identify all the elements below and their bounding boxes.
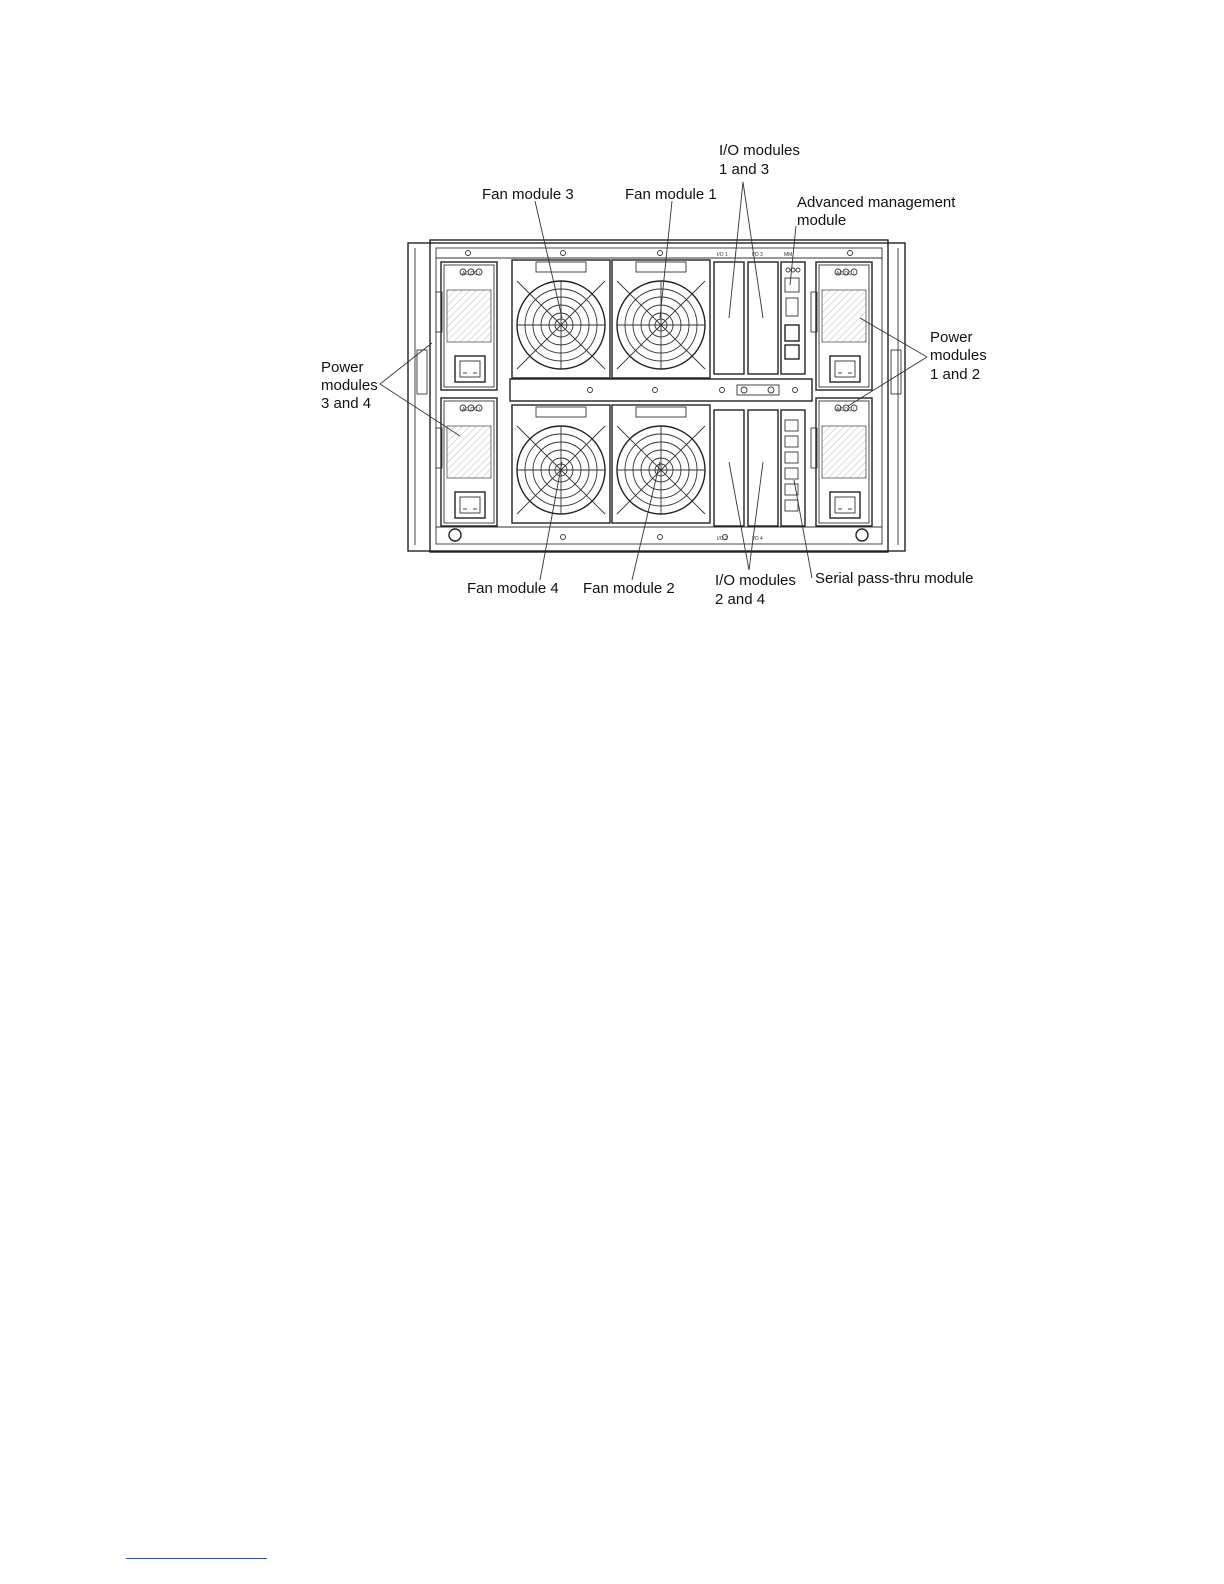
label-io-modules-2-4-line2: 2 and 4 — [715, 591, 766, 608]
io-module-bays — [714, 262, 778, 526]
bay-label-io3: I/O 3 — [752, 252, 763, 258]
leader-lines — [380, 182, 927, 580]
serial-pass-thru-module — [781, 410, 805, 526]
bay-label-io2: I/O 2 — [717, 536, 728, 542]
power-module-2 — [811, 398, 872, 526]
chassis-markings — [462, 252, 854, 542]
middle-band — [510, 379, 812, 401]
label-power-1-2-line3: 1 and 2 — [930, 366, 981, 383]
psu1-led-label: AC DC ! — [836, 271, 855, 277]
label-fan-module-2: Fan module 2 — [583, 580, 675, 597]
label-fan-module-4: Fan module 4 — [467, 580, 559, 597]
bay-label-io4: I/O 4 — [752, 536, 763, 542]
bay-label-io1: I/O 1 — [717, 252, 728, 258]
fan-module-3 — [512, 260, 610, 378]
label-io-modules-1-3-line2: 1 and 3 — [719, 161, 770, 178]
psu2-led-label: AC DC ! — [836, 407, 855, 413]
power-module-3 — [436, 262, 497, 390]
label-power-3-4-line1: Power — [321, 359, 364, 376]
fan-module-4 — [512, 405, 610, 523]
label-io-modules-2-4-line1: I/O modules — [715, 572, 796, 589]
power-module-1 — [811, 262, 872, 390]
label-io-modules-1-3-line1: I/O modules — [719, 142, 800, 159]
advanced-management-module — [781, 262, 805, 374]
bay-label-mm: MM — [784, 252, 793, 258]
label-serial-pass-thru-module: Serial pass-thru module — [815, 570, 974, 587]
footer-rule — [126, 1558, 267, 1559]
label-fan-module-3: Fan module 3 — [482, 186, 574, 203]
label-amm-line2: module — [797, 212, 847, 229]
label-fan-module-1: Fan module 1 — [625, 186, 717, 203]
label-power-1-2-line1: Power — [930, 329, 973, 346]
label-power-3-4-line3: 3 and 4 — [321, 395, 372, 412]
psu4-led-label: AC DC ! — [462, 407, 481, 413]
fan-module-1 — [612, 260, 710, 378]
psu3-led-label: AC DC ! — [462, 271, 481, 277]
label-power-3-4-line2: modules — [321, 377, 378, 394]
power-module-4 — [436, 398, 497, 526]
label-amm-line1: Advanced management — [797, 194, 956, 211]
label-power-1-2-line2: modules — [930, 347, 987, 364]
callout-labels — [321, 142, 987, 608]
fan-module-2 — [612, 405, 710, 523]
